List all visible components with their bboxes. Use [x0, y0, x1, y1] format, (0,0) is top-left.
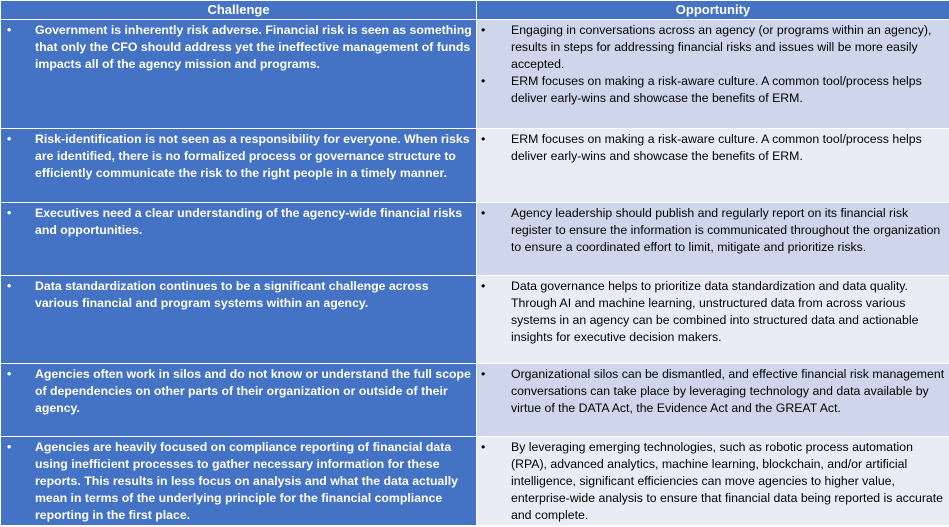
opportunity-text: Agency leadership should publish and regularly report on its financial risk register to ensure the information is communicated throughout the organization to ensure a coordinated effort to limit, mitigate and prioritize risks.	[511, 206, 941, 254]
bullet-icon: •	[481, 132, 486, 146]
challenge-cell	[1, 20, 477, 129]
opportunity-text: Engaging in conversations across an agency (or programs within an agency), results in steps for addressing financial risks and issues will be more easily accepted.	[511, 23, 932, 71]
challenge-text: Agencies are heavily focused on compliance reporting of financial data using inefficient processes to gather necessary information for these reports. This results in less focus on analysis and what the data actually mean in terms of the underlying principle for the financial compliance reporting in the first place.	[35, 440, 458, 522]
table-row	[1, 129, 949, 203]
opportunity-text: By leveraging emerging technologies, such as robotic process automation (RPA), advanced analytics, machine learning, blockchain, and/or artificial intelligence, significant efficiencies can move agencies to higher value, enterprise-wide analysis to ensure that financial data being reported is accurate and complete.	[511, 440, 944, 522]
challenge-cell	[1, 364, 477, 437]
challenge-cell	[1, 129, 477, 203]
bullet-icon: •	[481, 279, 486, 293]
challenge-cell	[1, 203, 477, 276]
bullet-icon: •	[481, 367, 486, 381]
challenge-text: Government is inherently risk adverse. Financial risk is seen as something that only the CFO should address yet the ineffective management of funds impacts all of the agency mission and programs.	[35, 23, 472, 71]
opportunity-cell	[477, 437, 949, 526]
opportunity-cell	[477, 276, 949, 364]
challenge-text: Executives need a clear understanding of the agency-wide financial risks and opportunities.	[35, 206, 463, 237]
challenge-text: Data standardization continues to be a significant challenge across various financial and program systems within an agency.	[35, 279, 429, 310]
challenge-header: Challenge	[1, 1, 477, 20]
bullet-icon: •	[7, 23, 12, 37]
bullet-icon: •	[481, 23, 486, 37]
opportunity-cell	[477, 20, 949, 129]
challenge-cell	[1, 437, 477, 526]
table-row	[1, 364, 949, 437]
opportunity-text: Data governance helps to prioritize data standardization and data quality. Through AI and machine learning, unstructured data from across various systems in an agency can be combined into structured data and actionable insights for executive decision makers.	[511, 279, 919, 344]
challenge-text: Agencies often work in silos and do not know or understand the full scope of dependencies on other parts of their organization or outside of their agency.	[35, 367, 471, 415]
opportunity-text: ERM focuses on making a risk-aware culture. A common tool/process helps deliver early-wins and showcase the benefits of ERM.	[511, 132, 922, 163]
opportunity-header: Opportunity	[477, 1, 949, 20]
bullet-icon: •	[7, 440, 12, 454]
header-row	[1, 1, 949, 20]
table-row	[1, 20, 949, 129]
bullet-icon: •	[7, 367, 12, 381]
bullet-icon: •	[481, 74, 486, 88]
bullet-icon: •	[481, 440, 486, 454]
opportunity-cell	[477, 129, 949, 203]
bullet-icon: •	[7, 132, 12, 146]
bullet-icon: •	[7, 206, 12, 220]
table-row	[1, 203, 949, 276]
opportunity-text: ERM focuses on making a risk-aware culture. A common tool/process helps deliver early-wins and showcase the benefits of ERM.	[511, 74, 922, 105]
opportunity-cell	[477, 364, 949, 437]
opportunity-cell	[477, 203, 949, 276]
bullet-icon: •	[481, 206, 486, 220]
challenge-cell	[1, 276, 477, 364]
table-row	[1, 276, 949, 364]
bullet-icon: •	[7, 279, 12, 293]
table-row	[1, 437, 949, 526]
opportunity-text: Organizational silos can be dismantled, and effective financial risk management conversations can take place by leveraging technology and data available by virtue of the DATA Act, the Evidence Act and the GREAT Act.	[511, 367, 945, 415]
challenge-text: Risk-identification is not seen as a responsibility for everyone. When risks are identified, there is no formalized process or governance structure to efficiently communicate the risk to the right people in a timely manner.	[35, 132, 470, 180]
